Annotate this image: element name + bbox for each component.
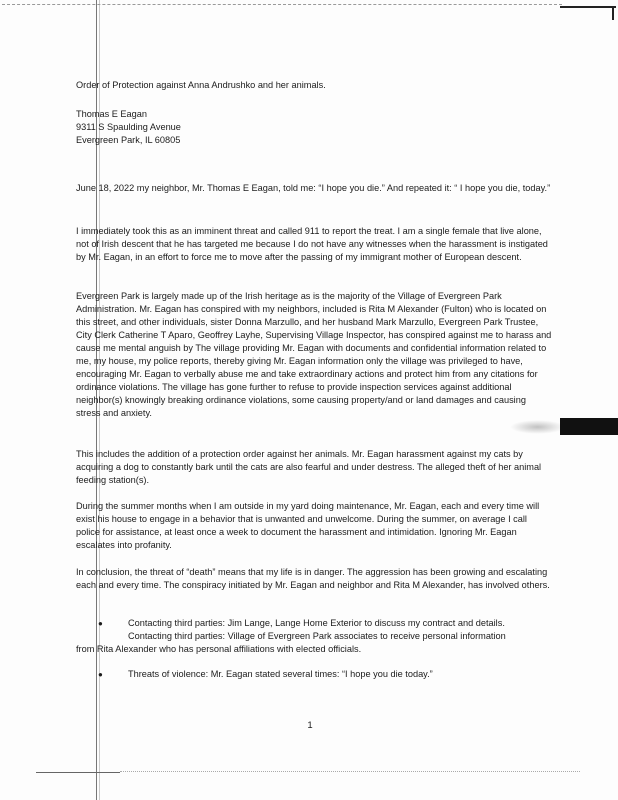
scan-corner-mark [612, 6, 614, 20]
paragraph-text: I immediately took this as an imminent threat and called 911 to report the treat. I am a single female that live alone, not of Irish descent that he has targeted me because I do not have any witnesses when the harassment is instigated by Mr. Eagan, in an effort to force me to move after the passing of my immigrant mother of European descent. [76, 226, 548, 262]
scan-edge-line [2, 4, 562, 5]
page-number: 1 [307, 720, 313, 731]
document-title [76, 79, 552, 92]
paragraph-text: In conclusion, the threat of “death” means that my life is in danger. The aggression has been growing and escalating each and every time. The conspiracy initiated by Mr. Eagan and neighbor and Rita M Alexander, has involved others. [76, 567, 550, 590]
paragraph-conspiracy [76, 290, 552, 420]
paragraph-conclusion [76, 566, 552, 592]
paragraph-animals [76, 448, 552, 487]
paragraph-threat-report [76, 225, 552, 264]
bullet-text: Threats of violence: Mr. Eagan stated several times: “I hope you die today.” [128, 669, 433, 679]
paragraph-text: June 18, 2022 my neighbor, Mr. Thomas E Eagan, told me: “I hope you die.” And repeated it: “ I hope you die, today.” [76, 183, 551, 193]
bullet-continuation: Contacting third parties: Village of Evergreen Park associates to receive personal information [128, 631, 506, 641]
paragraph-incident [76, 182, 552, 195]
respondent-city: Evergreen Park, IL 60805 [76, 135, 181, 145]
bullet-text: Contacting third parties: Jim Lange, Lange Home Exterior to discuss my contract and details. [128, 618, 505, 628]
bullet-icon: ● [98, 670, 103, 679]
bullet-item [76, 617, 552, 656]
title-text: Order of Protection against Anna Andrushko and her animals. [76, 80, 326, 90]
respondent-street: 9311 S Spaulding Avenue [76, 122, 181, 132]
paragraph-text: This includes the addition of a protection order against her animals. Mr. Eagan harassment against my cats by acquiring a dog to constantly bark until the cats are also fearful and under destress. The alleged theft of her animal feeding station(s). [76, 449, 542, 485]
scan-bottom-line [36, 772, 120, 773]
paragraph-text: Evergreen Park is largely made up of the Irish heritage as is the majority of the Village of Evergreen Park Administration. Mr. Eagan has conspired with my neighbors, included is Rita M Alexander (Fulton) who is located on this street, and other individuals, sister Donna Marzullo, and her husband Mark Marzullo, Evergreen Park Trustee, City Clerk Catherine T Aparo, Geoffrey Layhe, Supervising Village Inspector, has conspired against me to harass and cause me mental anguish by The village providing Mr. Eagan with documents and confidential information related to me, my house, my police reports, thereby giving Mr. Eagan information only the village was privileged to have, encouraging Mr. Eagan to verbally abuse me and take extraordinary actions and protect him from any citations for ordinance violations. The village has gone further to refuse to provide inspection services against additional neighbor(s) knowingly breaking ordinance violations, some causing property/and or land damages and causing stress and anxiety. [76, 291, 552, 418]
paragraph-text: During the summer months when I am outside in my yard doing maintenance, Mr. Eagan, each and every time will exist his house to engage in a behavior that is unwanted and unwelcome. During the summer, on average I call police for assistance, at least once a week to document the harassment and intimidation. Ignoring Mr. Eagan escalates into profanity. [76, 501, 540, 550]
scan-smudge [510, 420, 565, 434]
paragraph-summer-harassment [76, 500, 552, 552]
bullet-icon: ● [98, 619, 103, 628]
respondent-address-block [76, 108, 552, 147]
respondent-name: Thomas E Eagan [76, 109, 147, 119]
redaction-box [560, 418, 618, 435]
scan-bottom-dotted-line [120, 771, 580, 772]
bullet-continuation: from Rita Alexander who has personal affiliations with elected officials. [76, 644, 362, 654]
scan-edge-line-right [560, 6, 616, 8]
bullet-item [76, 668, 552, 681]
